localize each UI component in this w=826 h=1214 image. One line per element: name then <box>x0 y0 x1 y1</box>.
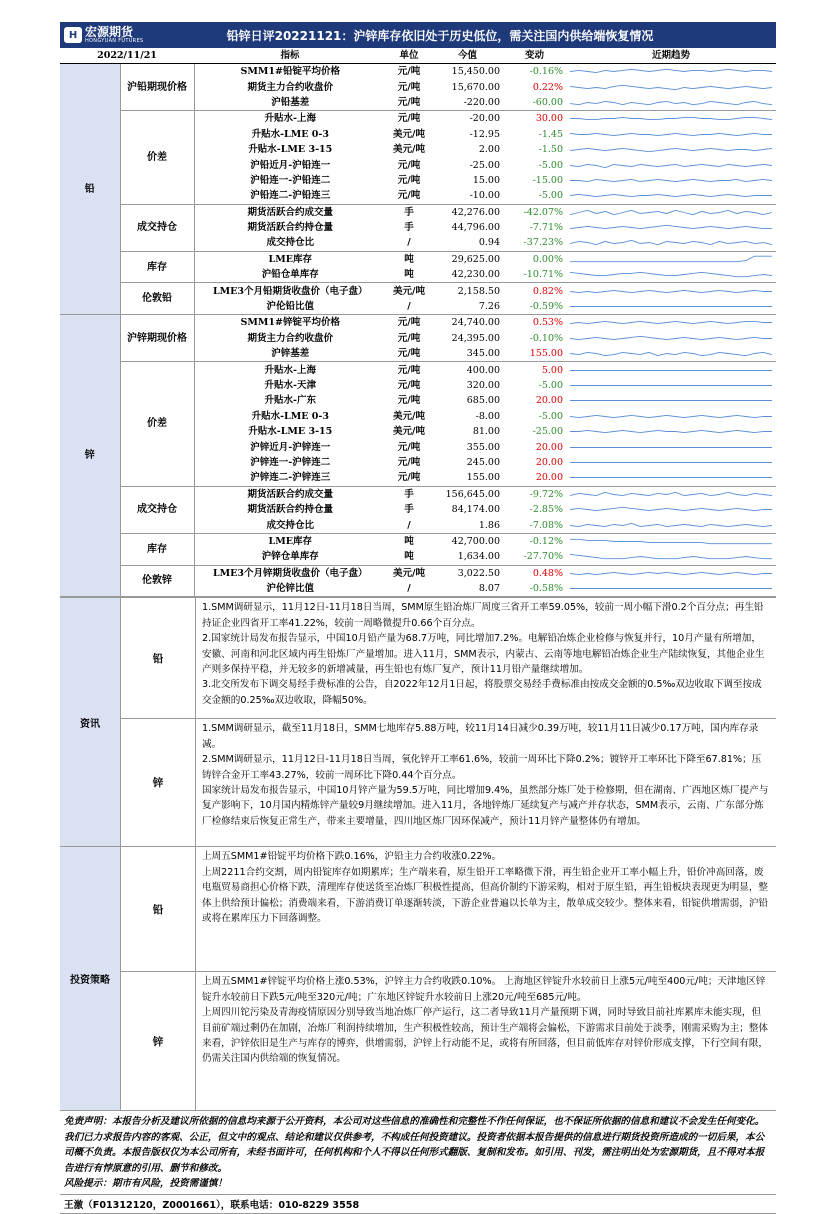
change-cell: -2.85% <box>529 504 564 516</box>
strategy-lead-row <box>121 847 776 972</box>
indicator-name: 升贴水-LME 3-15 <box>248 144 333 156</box>
indicator-name: 期货活跃合约成交量 <box>247 206 334 218</box>
trend-line <box>570 256 772 262</box>
indicator-name: 期货主力合约收盘价 <box>247 332 334 344</box>
trend-sparkline <box>566 127 776 142</box>
group-label: 成交持仓 <box>120 204 194 251</box>
col-value: 今值 <box>432 48 503 64</box>
indicator-name: LME3个月锌期货收盘价（电子盘） <box>212 567 368 579</box>
trend-sparkline <box>566 409 776 424</box>
change-cell: -9.72% <box>529 488 564 500</box>
indicator-table <box>60 48 776 597</box>
change-cell: -42.07% <box>523 206 564 218</box>
trend-line <box>570 195 772 197</box>
unit-cell: / <box>386 235 432 251</box>
trend-sparkline <box>566 267 776 283</box>
value-cell: 2,158.50 <box>457 285 501 297</box>
change-cell: -15.00 <box>532 174 564 186</box>
strategy-label: 投资策略 <box>60 847 121 1110</box>
indicator-name: 升贴水-天津 <box>264 380 316 391</box>
indicator-name: 成交持仓比 <box>194 517 386 533</box>
group-label: 库存 <box>120 533 194 565</box>
trend-sparkline <box>566 204 776 220</box>
disclaimer-text: 免责声明：本报告分析及建议所依据的信息均来源于公开资料，本公司对这些信息的准确性和完整性不作任何保证，也不保证所依据的信息和建议不会发生任何变化。我们已力求报告内容的客观、公正，但文中的观点、结论和建议仅供参考，不构成任何投资建议。投资者依据本报告提供的信息进行期货投资所造成的一切后果，本公司概不负责。本报告版权仅为本公司所有，未经书面许可，任何机构和个人不得以任何形式翻版、复制和发布。如引用、刊发，需注明出处为宏源期货，且不得对本报告进行有悖原意的引用、删节和修改。 <box>64 1116 765 1174</box>
indicator-name: 沪铅仓单库存 <box>194 267 386 283</box>
value-cell: 1.86 <box>432 517 503 533</box>
trend-sparkline <box>566 315 776 331</box>
value-cell: 24,740.00 <box>451 317 501 329</box>
change-cell: 20.00 <box>535 395 564 407</box>
trend-sparkline <box>566 517 776 533</box>
trend-line <box>570 241 772 245</box>
strategy-zinc-para: 上周五SMM1#锌锭平均价格上涨0.53%，沪锌主力合约收跌0.10%。 上海地区锌锭升水较前日上涨5元/吨至400元/吨；天津地区锌锭升水较前日下跌5元/吨至320元/吨；广东地区锌锭升水较前日上涨20元/吨至685元/吨。 <box>202 976 766 1003</box>
table-row <box>60 362 776 378</box>
news-label: 资讯 <box>60 598 121 846</box>
col-unit: 单位 <box>386 48 432 64</box>
value-cell: 2.00 <box>478 144 501 156</box>
unit-cell: 吨 <box>404 535 414 547</box>
trend-sparkline <box>566 111 776 127</box>
change-cell: 0.53% <box>532 317 564 329</box>
value-cell: 1,634.00 <box>432 549 503 565</box>
trend-sparkline <box>566 533 776 549</box>
table-row <box>60 251 776 267</box>
trend-line <box>570 507 772 510</box>
logo-subtext: HONGYUAN FUTURES <box>85 37 144 44</box>
col-change: 变动 <box>503 48 566 64</box>
unit-cell: 元/吨 <box>386 95 432 111</box>
value-cell: -220.00 <box>432 95 503 111</box>
strategy-zinc-label: 锌 <box>121 972 196 1110</box>
trend-sparkline <box>566 581 776 597</box>
trend-sparkline <box>566 142 776 157</box>
risk-warning: 风险提示：期市有风险，投资需谨慎！ <box>64 1177 228 1189</box>
value-cell: 24,395.00 <box>451 332 501 344</box>
indicator-name: 沪铅近月-沪铅连一 <box>250 159 331 171</box>
trend-sparkline <box>566 502 776 517</box>
value-cell: 320.00 <box>466 380 501 391</box>
strategy-zinc-text <box>196 972 776 1110</box>
indicator-name: SMM1#铅锭平均价格 <box>240 66 340 78</box>
unit-cell: 元/吨 <box>386 470 432 486</box>
trend-sparkline <box>566 64 776 80</box>
strategy-zinc-row <box>121 972 776 1110</box>
change-cell: 20.00 <box>503 470 566 486</box>
col-trend: 近期趋势 <box>566 48 776 64</box>
indicator-name: 期货主力合约收盘价 <box>247 81 334 93</box>
table-row <box>60 204 776 220</box>
indicator-name: 沪锌基差 <box>194 346 386 362</box>
value-cell: 29,625.00 <box>451 253 501 265</box>
news-section <box>60 597 776 846</box>
indicator-name: 升贴水-上海 <box>264 113 316 125</box>
trend-line <box>570 164 772 167</box>
group-label: 沪锌期现价格 <box>120 315 194 362</box>
category-label: 锌 <box>60 315 120 597</box>
trend-sparkline <box>566 220 776 235</box>
report-page <box>60 22 776 1214</box>
trend-sparkline <box>566 79 776 94</box>
trend-line <box>570 555 772 559</box>
value-cell: 8.07 <box>432 581 503 597</box>
category-label: 铅 <box>60 64 120 315</box>
trend-line <box>570 431 772 433</box>
unit-cell: / <box>386 581 432 597</box>
trend-line <box>570 133 772 135</box>
news-lead-text <box>196 598 776 718</box>
unit-cell: 元/吨 <box>397 159 421 171</box>
indicator-name: 升贴水-上海 <box>264 364 316 376</box>
unit-cell: 元/吨 <box>397 317 421 329</box>
unit-cell: 元/吨 <box>397 66 421 78</box>
strategy-lead-label: 铅 <box>121 847 196 971</box>
unit-cell: 美元/吨 <box>393 410 425 422</box>
report-header <box>60 22 776 48</box>
indicator-name: 沪伦锌比值 <box>194 581 386 597</box>
logo-mark-icon: H <box>64 27 82 43</box>
value-cell: 245.00 <box>466 456 501 468</box>
trend-sparkline <box>566 235 776 251</box>
news-zinc-label: 锌 <box>121 719 196 846</box>
news-lead-para: 1.SMM调研显示，11月12日-11月18日当周，SMM原生铅冶炼厂周度三省开工率59.05%，较前一周小幅下滑0.2个百分点；再生铅持证企业四省开工率41.22%，较前一周略微提升0.66个百分点。 <box>202 602 764 629</box>
table-row <box>60 486 776 502</box>
trend-sparkline <box>566 251 776 267</box>
unit-cell: 手 <box>404 206 414 218</box>
change-cell: 0.22% <box>532 81 564 93</box>
news-zinc-para: 1.SMM调研显示，截至11月18日，SMM七地库存5.88万吨，较11月14日减少0.39万吨，较11月11日减少0.17万吨，国内库存录减。 <box>202 723 759 750</box>
unit-cell: 吨 <box>386 267 432 283</box>
value-cell: 15,450.00 <box>451 66 501 78</box>
group-label: 伦敦锌 <box>120 565 194 597</box>
indicator-name: 期货活跃合约持仓量 <box>247 504 334 516</box>
value-cell: 15,670.00 <box>451 81 501 93</box>
indicator-name: 沪锌连二-沪锌连三 <box>194 470 386 486</box>
value-cell: 0.94 <box>432 235 503 251</box>
table-row <box>60 64 776 80</box>
trend-sparkline <box>566 157 776 172</box>
trend-sparkline <box>566 362 776 378</box>
trend-sparkline <box>566 393 776 408</box>
group-label: 价差 <box>120 362 194 486</box>
trend-sparkline <box>566 565 776 581</box>
change-cell: 30.00 <box>535 113 564 125</box>
group-label: 价差 <box>120 111 194 204</box>
trend-sparkline <box>566 470 776 486</box>
unit-cell: 元/吨 <box>397 395 421 407</box>
value-cell: 155.00 <box>432 470 503 486</box>
trend-sparkline <box>566 486 776 502</box>
change-cell: -60.00 <box>503 95 566 111</box>
trend-sparkline <box>566 346 776 362</box>
trend-line <box>570 225 772 228</box>
unit-cell: 手 <box>404 488 414 500</box>
unit-cell: / <box>386 299 432 315</box>
unit-cell: 美元/吨 <box>393 285 425 297</box>
indicator-name: 升贴水-LME 3-15 <box>248 426 333 438</box>
indicator-name: 期货活跃合约成交量 <box>247 488 334 500</box>
change-cell: 0.00% <box>532 253 564 265</box>
trend-sparkline <box>566 283 776 299</box>
news-lead-label: 铅 <box>121 598 196 718</box>
trend-line <box>570 101 772 104</box>
news-zinc-row <box>121 719 776 846</box>
unit-cell: 吨 <box>386 549 432 565</box>
unit-cell: 元/吨 <box>397 456 421 468</box>
value-cell: 15.00 <box>472 174 501 186</box>
change-cell: 5.00 <box>541 364 564 376</box>
trend-sparkline <box>566 424 776 439</box>
news-lead-para: 2.国家统计局发布报告显示，中国10月铅产量为68.7万吨，同比增加7.2%。电解铅冶炼企业检修与恢复并行，10月产量有所增加，安徽、河南和河北区域内再生铅炼厂产量增加。进入11月，SMM表示，内蒙古、云南等地电解铅冶炼企业生产陆续恢复，其他企业生产则多保持平稳，并无较多的新增减量，再生铅也有炼厂复产，预计11月铅产量继续增加。 <box>202 633 765 675</box>
indicator-name: SMM1#锌锭平均价格 <box>240 317 340 329</box>
unit-cell: 元/吨 <box>386 188 432 204</box>
strategy-section <box>60 846 776 1110</box>
value-cell: -20.00 <box>469 113 501 125</box>
value-cell: 685.00 <box>466 395 501 407</box>
table-header-row <box>60 48 776 64</box>
trend-sparkline <box>566 299 776 315</box>
col-indicator: 指标 <box>194 48 386 64</box>
indicator-name: 沪锌连一-沪锌连二 <box>250 456 331 468</box>
trend-sparkline <box>566 331 776 346</box>
value-cell: -8.00 <box>475 410 501 422</box>
strategy-lead-para: 上周2211合约交割，周内铅锭库存如期累库；生产端来看，原生铅开工率略微下滑，再生铅企业开工率小幅上升，铅价冲高回落，废电瓶贸易商担心价格下跌，清理库存使送货至冶炼厂积极性提高，但高价制约下游采购，相对于原生铅，再生铅板块表现更为明显，整体上供给预计偏松；消费端来看，下游消费订单逐渐转淡，下游企业普遍以长单为主，散单成交较少。整体来看，铅锭供增需弱，沪铅或将在累库压力下回落调整。 <box>202 866 769 924</box>
unit-cell: / <box>386 517 432 533</box>
unit-cell: 美元/吨 <box>393 144 425 156</box>
unit-cell: 元/吨 <box>397 113 421 125</box>
trend-line <box>570 492 772 495</box>
company-logo <box>60 22 164 48</box>
change-cell: -5.00 <box>538 410 564 422</box>
indicator-name: 期货活跃合约持仓量 <box>247 222 334 234</box>
trend-sparkline <box>566 188 776 204</box>
group-label: 沪铅期现价格 <box>120 64 194 111</box>
trend-line <box>570 322 772 324</box>
trend-line <box>570 273 772 277</box>
unit-cell: 元/吨 <box>397 441 421 453</box>
value-cell: 84,174.00 <box>451 504 501 516</box>
change-cell: -0.16% <box>529 66 564 78</box>
indicator-name: 升贴水-广东 <box>264 395 316 407</box>
unit-cell: 手 <box>404 504 414 516</box>
trend-sparkline <box>566 173 776 188</box>
indicator-name: 沪伦铅比值 <box>194 299 386 315</box>
news-zinc-para: 2.SMM调研显示，11月12日-11月18日当周，氧化锌开工率61.6%，较前一周环比下降0.2%；镀锌开工率环比下降至67.81%；压铸锌合金开工率43.27%，较前一周环比下降0.44个百分点。 <box>202 754 762 781</box>
change-cell: -25.00 <box>532 426 564 438</box>
table-row <box>60 283 776 299</box>
trend-line <box>570 415 772 417</box>
author-contact: 王激（F01312120，Z0001661），联系电话：010-8229 3558 <box>60 1194 776 1214</box>
disclaimer <box>60 1110 776 1194</box>
indicator-name: 沪铅连二-沪铅连三 <box>194 188 386 204</box>
value-cell: -12.95 <box>469 128 501 140</box>
change-cell: -0.58% <box>503 581 566 597</box>
table-row <box>60 565 776 581</box>
trend-line <box>570 336 772 339</box>
trend-sparkline <box>566 549 776 565</box>
news-lead-row <box>121 598 776 719</box>
unit-cell: 元/吨 <box>397 364 421 376</box>
strategy-zinc-para: 上周四川铊污染及青海疫情原因分别导致当地冶炼厂停产运行，这二者导致11月产量预期下调，同时导致目前社库累库未能实现，但目前矿端过剩仍在加剧，冶炼厂利润持续增加，生产积极性较高，预计生产端将会偏松，下游需求目前处于淡季，刚需采购为主；整体来看，沪锌依旧是生产与库存的博弈，供增需弱，沪锌上行动能不足，或将有所回落，但目前低库存对锌价形成支撑，下行空间有限，仍需关注国内供给端的恢复情况。 <box>202 1007 769 1065</box>
change-cell: -5.00 <box>538 380 564 391</box>
value-cell: 44,796.00 <box>451 222 501 234</box>
change-cell: 20.00 <box>535 441 564 453</box>
value-cell: -25.00 <box>469 159 501 171</box>
unit-cell: 元/吨 <box>397 380 421 391</box>
value-cell: 42,700.00 <box>451 535 501 547</box>
strategy-lead-para: 上周五SMM1#铅锭平均价格下跌0.16%，沪铅主力合约收涨0.22%。 <box>202 851 502 863</box>
trend-line <box>570 179 772 181</box>
value-cell: 355.00 <box>466 441 501 453</box>
trend-line <box>570 572 772 574</box>
value-cell: -10.00 <box>432 188 503 204</box>
change-cell: 0.82% <box>532 285 564 297</box>
value-cell: 3,022.50 <box>457 567 501 579</box>
indicator-name: 沪铅连一-沪铅连二 <box>250 174 331 186</box>
unit-cell: 元/吨 <box>397 81 421 93</box>
change-cell: -0.12% <box>529 535 564 547</box>
change-cell: 0.48% <box>532 567 564 579</box>
trend-sparkline <box>566 378 776 393</box>
trend-sparkline <box>566 455 776 470</box>
unit-cell: 美元/吨 <box>393 426 425 438</box>
change-cell: -5.00 <box>538 159 564 171</box>
trend-sparkline <box>566 439 776 454</box>
indicator-name: 成交持仓比 <box>194 235 386 251</box>
trend-line <box>570 149 772 152</box>
value-cell: 81.00 <box>472 426 501 438</box>
group-label: 伦敦铅 <box>120 283 194 315</box>
trend-line <box>570 353 772 356</box>
table-body <box>60 64 776 597</box>
table-row <box>60 533 776 549</box>
indicator-name: 沪锌近月-沪锌连一 <box>250 441 331 453</box>
unit-cell: 元/吨 <box>386 346 432 362</box>
news-lead-para: 3.北交所发布下调交易经手费标准的公告，自2022年12月1日起，将股票交易经手费标准由按成交金额的0.5‰双边收取下调至按成交金额的0.25‰双边收取，降幅50%。 <box>202 679 762 706</box>
change-cell: -0.10% <box>529 332 564 344</box>
news-zinc-para: 国家统计局发布报告显示，中国10月锌产量为59.5万吨，同比增加9.4%，虽然部分炼厂处于检修期，但在湖南、广西地区炼厂提产与复产影响下，10月国内精炼锌产量较9月继续增加。进入11月，各地锌炼厂延续复产与减产并存状态，SMM表示，云南、广东部分炼厂检修结束后恢复正常生产，带来主要增量，四川地区炼厂因环保减产，预计11月锌产量整体仍有增加。 <box>202 784 769 827</box>
change-cell: -27.70% <box>503 549 566 565</box>
change-cell: -1.50 <box>538 144 564 156</box>
change-cell: -1.45 <box>538 128 564 140</box>
table-row <box>60 111 776 127</box>
unit-cell: 手 <box>404 222 414 234</box>
unit-cell: 美元/吨 <box>393 128 425 140</box>
unit-cell: 元/吨 <box>397 174 421 186</box>
indicator-name: 升贴水-LME 0-3 <box>251 128 329 140</box>
indicator-name: LME3个月铅期货收盘价（电子盘） <box>212 285 368 297</box>
logo-text: 宏源期货 <box>85 24 134 39</box>
unit-cell: 吨 <box>404 253 414 265</box>
unit-cell: 元/吨 <box>397 332 421 344</box>
change-cell: 20.00 <box>535 456 564 468</box>
table-row <box>60 315 776 331</box>
trend-line <box>570 539 772 543</box>
group-label: 库存 <box>120 251 194 283</box>
value-cell: 345.00 <box>432 346 503 362</box>
unit-cell: 美元/吨 <box>393 567 425 579</box>
indicator-name: LME库存 <box>268 253 312 265</box>
indicator-name: LME库存 <box>268 535 312 547</box>
trend-line <box>570 290 772 292</box>
value-cell: 156,645.00 <box>445 488 501 500</box>
change-cell: -0.59% <box>503 299 566 315</box>
table-date: 2022/11/21 <box>60 48 194 64</box>
strategy-lead-text <box>196 847 776 971</box>
trend-line <box>570 210 772 214</box>
change-cell: -7.71% <box>529 222 564 234</box>
change-cell: -7.08% <box>503 517 566 533</box>
trend-line <box>570 69 772 72</box>
trend-line <box>570 523 772 526</box>
indicator-name: 升贴水-LME 0-3 <box>251 410 329 422</box>
indicator-name: 沪铅基差 <box>194 95 386 111</box>
value-cell: 7.26 <box>432 299 503 315</box>
trend-line <box>570 85 772 89</box>
news-zinc-text <box>196 719 776 846</box>
value-cell: 42,276.00 <box>451 206 501 218</box>
trend-line <box>570 118 772 120</box>
change-cell: 155.00 <box>503 346 566 362</box>
indicator-name: 沪锌仓单库存 <box>194 549 386 565</box>
value-cell: 400.00 <box>466 364 501 376</box>
value-cell: 42,230.00 <box>432 267 503 283</box>
group-label: 成交持仓 <box>120 486 194 533</box>
report-title: 铅锌日评20221121：沪锌库存依旧处于历史低位，需关注国内供给端恢复情况 <box>226 28 654 43</box>
change-cell: -37.23% <box>503 235 566 251</box>
trend-sparkline <box>566 95 776 111</box>
change-cell: -5.00 <box>503 188 566 204</box>
change-cell: -10.71% <box>503 267 566 283</box>
